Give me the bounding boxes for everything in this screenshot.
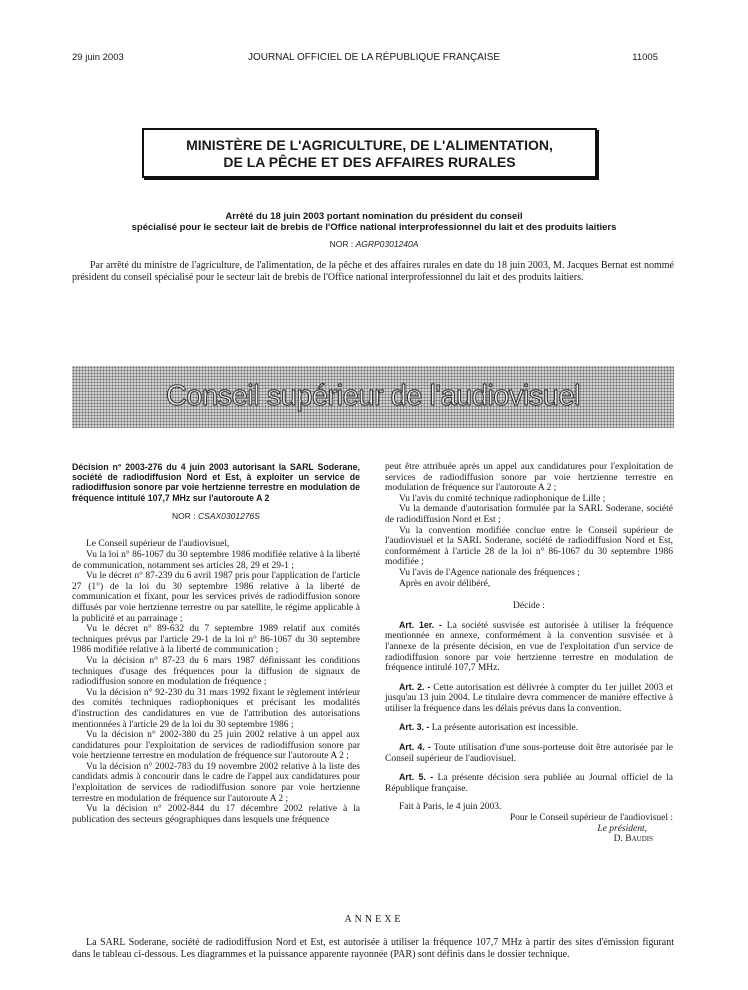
article-text: Toute utilisation d'une sous-porteuse doit être autorisée par le Conseil supérieur de l'audiovisuel.: [385, 743, 673, 764]
arrete-title-line-1: Arrêté du 18 juin 2003 portant nomination du président du conseil: [225, 211, 523, 222]
decision-nor: [72, 511, 360, 522]
section-title: Conseil supérieur de l'audiovisuel: [165, 380, 581, 412]
right-column: [385, 462, 673, 845]
article-3: [385, 722, 673, 734]
decision-nor-code: CSAX0301276S: [198, 510, 260, 521]
signature-line: Pour le Conseil supérieur de l'audiovisuel :: [509, 813, 673, 824]
article-label: Art. 4. -: [399, 742, 431, 753]
article-label: Art. 3. -: [399, 722, 430, 733]
article-text: La présente autorisation est incessible.: [431, 723, 579, 734]
signature-place-date: Fait à Paris, le 4 juin 2003.: [399, 802, 502, 813]
visa-paragraph: Vu la décision n° 2002-783 du 19 novembre 2002 relative à la liste des candidats admis à concourir dans le cadre de l'appel aux candidatures pour l'exploitation de services de radiodiffusion sonore par voie hertzienne terrestre en modulation de fréquence sur l'autoroute A 2 ;: [72, 761, 360, 804]
arrete-nor: [0, 239, 748, 249]
visa-paragraph: Après en avoir délibéré,: [399, 578, 491, 589]
visa-paragraph: Vu la décision n° 92-230 du 31 mars 1992 fixant le règlement intérieur des comités techniques radiophoniques et précisant les modalités d'instruction des candidatures en vue de l'attribution des autorisations mentionnées à l'article 29 de la loi du 30 septembre 1986 ;: [72, 687, 360, 730]
section-banner: [72, 366, 674, 428]
visa-paragraph: Vu la décision n° 2002-844 du 17 décembre 2002 relative à la publication des secteurs géographiques dans lesquels une fréquence: [72, 804, 360, 825]
visa-paragraph: Vu la convention modifiée conclue entre le Conseil supérieur de l'audiovisuel et la SARL Soderane, société de radiodiffusion Nord et Est, conformément à l'article 28 de la loi n° 86-1067 du 30 septembre 1986 modifiée ;: [385, 525, 673, 568]
visa-paragraph: Vu le décret n° 89-632 du 7 septembre 1989 relatif aux comités techniques prévus par l'article 29-1 de la loi n° 86-1067 du 30 septembre 1986 modifiée relative à la liberté de communication ;: [72, 624, 360, 656]
header-title: JOURNAL OFFICIEL DE LA RÉPUBLIQUE FRANÇAISE: [247, 52, 501, 63]
decide-heading: Décide :: [513, 601, 545, 612]
annexe-title: ANNEXE: [344, 914, 404, 925]
decision-title: Décision n° 2003-276 du 4 juin 2003 autorisant la SARL Soderane, société de radiodiffusion Nord et Est, à exploiter un service de radiodiffusion sonore par voie hertzienne terrestre en modulation de fréquence intitulé 107,7 MHz sur l'autoroute A 2: [72, 462, 360, 503]
arrete-nor-code: AGRP0301240A: [355, 239, 419, 249]
left-column: [72, 462, 360, 825]
header-date: 29 juin 2003: [72, 52, 124, 63]
article-4: [385, 742, 673, 764]
ministry-heading-line-2: DE LA PÊCHE ET DES AFFAIRES RURALES: [223, 154, 516, 170]
visa-paragraph: Vu le décret n° 87-239 du 6 avril 1987 pris pour l'application de l'article 27 (1°) de la loi du 30 septembre 1986 relative à la liberté de communication et fixant, pour les services privés de radiodiffusion sonore diffusés par voie hertzienne terrestre ou par satellite, le régime applicable à la publicité et au parrainage ;: [72, 571, 360, 624]
ministry-heading-box: [142, 128, 597, 178]
visa-paragraph: Le Conseil supérieur de l'audiovisuel,: [86, 539, 230, 550]
visa-paragraph: Vu l'avis de l'Agence nationale des fréquences ;: [399, 567, 580, 578]
visa-paragraph: Vu la demande d'autorisation formulée par la SARL Soderane, société de radiodiffusion Nord et Est ;: [385, 504, 673, 525]
article-text: La présente décision sera publiée au Journal officiel de la République française.: [385, 773, 673, 794]
annexe-body: La SARL Soderane, société de radiodiffusion Nord et Est, est autorisée à utiliser la fréquence 107,7 MHz à partir des sites d'émission figurant dans le tableau ci-dessous. Les diagrammes et la puissance apparente rayonnée (PAR) sont définis dans le dossier technique.: [72, 937, 674, 960]
ministry-heading-line-1: MINISTÈRE DE L'AGRICULTURE, DE L'ALIMENTATION,: [186, 137, 553, 153]
arrete-title: [60, 211, 688, 233]
article-text: La société susvisée est autorisée à utiliser la fréquence mentionnée en annexe, conformément à la convention susvisée et à l'annexe de la présente décision, en vue de l'exploitation d'un service de radiodiffusion sonore par voie hertzienne terrestre en modulation de fréquence intitulé 107,7 MHz.: [385, 620, 673, 674]
decision-nor-label: NOR :: [172, 510, 196, 521]
arrete-title-line-2: spécialisé pour le secteur lait de brebis de l'Office national interprofessionnel du lait et des produits laitiers: [131, 222, 617, 233]
visa-paragraph: Vu la décision n° 87-23 du 6 mars 1987 définissant les conditions techniques d'usage des fréquences pour la diffusion de signaux de radiodiffusion sonore en modulation de fréquence ;: [72, 655, 360, 688]
visa-paragraph: Vu l'avis du comité technique radiophonique de Lille ;: [399, 493, 606, 504]
arrete-body: Par arrêté du ministre de l'agriculture, de l'alimentation, de la pêche et des affaires rurales en date du 18 juin 2003, M. Jacques Bernat est nommé président du conseil spécialisé pour le secteur lait de brebis de l'Office national interprofessionnel du lait et des produits laitiers.: [72, 260, 674, 283]
visa-paragraph: peut être attribuée après un appel aux candidatures pour l'exploitation de services de radiodiffusion sonore par voie hertzienne terrestre en modulation de fréquence sur l'autoroute A 2 ;: [385, 462, 673, 494]
article-label: Art. 2. -: [399, 681, 431, 692]
visa-paragraph: Vu la loi n° 86-1067 du 30 septembre 1986 modifiée relative à la liberté de communication, notamment ses articles 28, 29 et 29-1 ;: [72, 550, 360, 571]
visa-paragraph: Vu la décision n° 2002-380 du 25 juin 2002 relative à un appel aux candidatures pour l'exploitation de services de radiodiffusion sonore par voie hertzienne terrestre en modulation de fréquence sur l'autoroute A 2 ;: [72, 730, 360, 762]
article-label: Art. 5. -: [399, 772, 434, 783]
signatory-name: D. Baudis: [613, 834, 653, 845]
article-1: [385, 620, 673, 674]
arrete-nor-label: NOR :: [329, 239, 354, 249]
signatory-role: Le président,: [597, 823, 647, 834]
article-label: Art. 1er. -: [399, 619, 442, 630]
article-text: Cette autorisation est délivrée à compter du 1er juillet 2003 et jusqu'au 13 juin 2004. Le titulaire devra commencer de manière effective à utiliser la fréquence dans les délais prévus dans la convention.: [385, 682, 674, 714]
header-page-number: 11005: [632, 52, 658, 63]
article-2: [385, 682, 673, 715]
article-5: [385, 772, 673, 794]
